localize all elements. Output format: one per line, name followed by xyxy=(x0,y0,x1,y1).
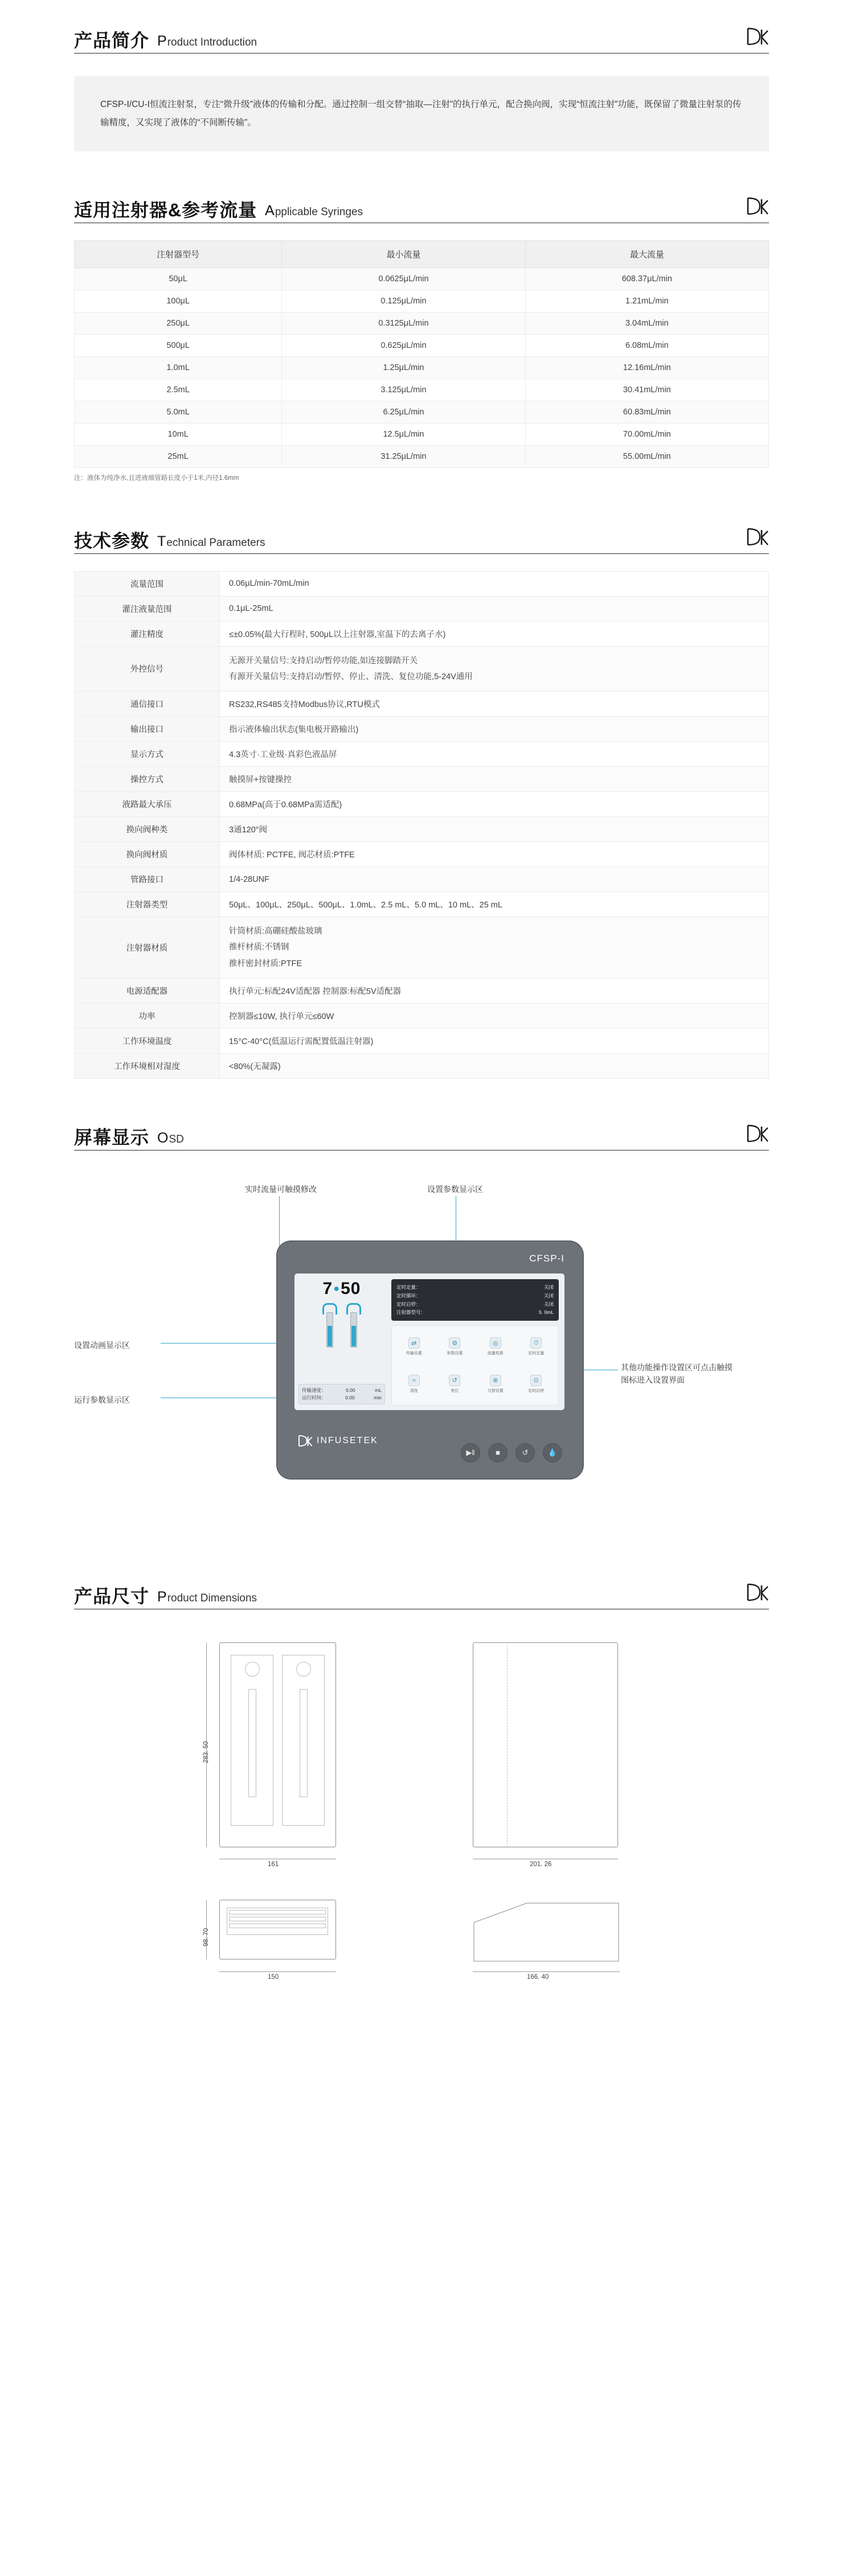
table-header-row xyxy=(75,240,769,268)
reset-button[interactable]: ↺ xyxy=(515,1443,535,1462)
dim-front-width: 161 xyxy=(268,1860,279,1868)
table-cell: 0.125μL/min xyxy=(282,290,525,312)
table-row xyxy=(75,842,769,867)
table-row xyxy=(75,978,769,1003)
parameter-value: RS232,RS485支持Modbus协议,RTU模式 xyxy=(220,692,769,717)
section-title-cn: 产品简介 xyxy=(74,30,150,51)
run-parameters-box xyxy=(298,1384,385,1404)
setting-row[interactable]: 定时循环： 关闭 xyxy=(396,1292,554,1299)
section-header-dims xyxy=(74,1582,769,1609)
table-row xyxy=(75,792,769,817)
icon-label: 交替设置 xyxy=(487,1388,504,1393)
icon-label: 传输设置 xyxy=(406,1351,422,1356)
parameter-name: 工作环境相对湿度 xyxy=(75,1053,220,1078)
table-row xyxy=(75,423,769,445)
parameter-name: 显示方式 xyxy=(75,742,220,767)
side-view-guide xyxy=(507,1642,508,1847)
side-profile-outline xyxy=(473,1900,621,1962)
table-row xyxy=(75,445,769,467)
table-row xyxy=(75,312,769,334)
table-cell: 50μL xyxy=(75,268,282,290)
intro-text: CFSP-I/CU-I恒流注射泵，专注“微升级”液体的传输和分配。通过控制一组交替“抽取—注射”的执行单元，配合换向阀，实现“恒流注射”功能，既保留了微量注射泵的传输精度，又实现了液体的“不间断传输”。 xyxy=(74,76,769,151)
timer-cycle-icon[interactable]: ⊙ xyxy=(530,1375,542,1386)
table-cell: 10mL xyxy=(75,423,282,445)
top-view-screen-line xyxy=(229,1917,326,1921)
callout-param-display: 设置参数显示区 xyxy=(427,1184,483,1194)
table-cell: 250μL xyxy=(75,312,282,334)
leader-line xyxy=(161,1343,294,1344)
table-cell: 500μL xyxy=(75,334,282,356)
timing-quantity-icon[interactable]: ⏱ xyxy=(530,1337,542,1349)
front-view-syringe-right xyxy=(300,1689,308,1797)
parameter-value: 针筒材质:高硼硅酸盐玻璃 推杆材质:不锈钢 推杆密封材质:PTFE xyxy=(220,917,769,979)
table-cell: 55.00mL/min xyxy=(525,445,768,467)
device-screen[interactable] xyxy=(294,1273,564,1410)
table-cell: 608.37μL/min xyxy=(525,268,768,290)
table-row xyxy=(75,334,769,356)
parameter-value: 0.06μL/min-70mL/min xyxy=(220,571,769,596)
table-column-header: 最大流量 xyxy=(525,240,768,268)
section-title-cn: 产品尺寸 xyxy=(74,1585,150,1607)
dim-bottom-height: 98. 70 xyxy=(203,1928,210,1946)
technical-parameters-table xyxy=(74,571,769,1079)
valve-settings-icon[interactable] xyxy=(476,1366,515,1402)
parameter-name: 管路接口 xyxy=(75,867,220,892)
parameter-value: 15°C-40°C(低温运行需配置低温注射器) xyxy=(220,1028,769,1053)
parameter-name: 注射器类型 xyxy=(75,892,220,917)
front-view-knob-right xyxy=(296,1662,311,1677)
parameter-name: 功率 xyxy=(75,1003,220,1028)
device-button-row[interactable] xyxy=(461,1443,562,1462)
parameter-value: ≤±0.05%(最大行程时, 500μL以上注射器,室温下的去离子水) xyxy=(220,621,769,646)
section-header-syringes xyxy=(74,196,769,223)
wash-icon[interactable]: ≈ xyxy=(408,1375,420,1386)
osd-diagram xyxy=(74,1173,769,1538)
section-title-en: A pplicable Syringes xyxy=(265,202,363,219)
table-row xyxy=(75,717,769,742)
parameter-value: 控制器≤10W, 执行单元≤60W xyxy=(220,1003,769,1028)
table-row xyxy=(75,892,769,917)
setting-row[interactable]: 注射器型号： 5. 0mL xyxy=(396,1309,554,1316)
parameter-value: 3通120°阀 xyxy=(220,817,769,842)
table-cell: 6.08mL/min xyxy=(525,334,768,356)
front-view-syringe-left xyxy=(248,1689,256,1797)
dim-side-width: 201. 26 xyxy=(530,1860,552,1868)
dimension-line-side-bottom-width xyxy=(473,1971,620,1972)
table-cell: 0.0625μL/min xyxy=(282,268,525,290)
syringe-flow-table xyxy=(74,240,769,468)
parameter-value: <80%(无凝露) xyxy=(220,1053,769,1078)
device-body xyxy=(276,1240,584,1480)
brand-logo-icon xyxy=(746,1582,769,1605)
wash-button[interactable]: 💧 xyxy=(543,1443,562,1462)
section-title-cn: 屏幕显示 xyxy=(74,1127,150,1148)
transfer-settings-icon[interactable] xyxy=(394,1329,434,1365)
callout-run-params: 运行参数显示区 xyxy=(74,1395,130,1404)
parameter-name: 换向阀种类 xyxy=(75,817,220,842)
parameter-value: 0.1μL-25mL xyxy=(220,596,769,621)
parameter-value: 50μL、100μL、250μL、500μL、1.0mL、2.5 mL、5.0 mL、10 mL、25 mL xyxy=(220,892,769,917)
table-cell: 100μL xyxy=(75,290,282,312)
parameter-name: 液路最大承压 xyxy=(75,792,220,817)
section-applicable-syringes xyxy=(74,196,769,482)
flow-calibration-icon[interactable] xyxy=(476,1329,515,1365)
callout-other-functions: 其他功能操作设置区可点击触摸图标进入设置界面 xyxy=(621,1362,732,1385)
brand-logo-icon xyxy=(298,1434,313,1448)
parameter-value: 4.3英寸·工业级·真彩色液晶屏 xyxy=(220,742,769,767)
setting-row[interactable]: 定时启停： 关闭 xyxy=(396,1301,554,1307)
table-cell: 60.83mL/min xyxy=(525,401,768,423)
function-icon-grid[interactable] xyxy=(391,1325,559,1406)
section-technical-parameters xyxy=(74,527,769,1079)
dim-front-height: 283. 50 xyxy=(203,1741,210,1763)
table-row xyxy=(75,356,769,379)
callout-realtime-flow: 实时流量可触摸修改 xyxy=(245,1184,317,1194)
section-header-osd xyxy=(74,1123,769,1151)
table-row xyxy=(75,596,769,621)
param-settings-icon[interactable]: ⚙ xyxy=(449,1337,460,1349)
top-view-screen-line xyxy=(229,1924,326,1928)
table-cell: 25mL xyxy=(75,445,282,467)
wash-icon[interactable] xyxy=(394,1366,434,1402)
valve-settings-icon[interactable]: ⊕ xyxy=(490,1375,501,1386)
dimension-line-bottom-width xyxy=(219,1971,336,1972)
table-cell: 3.125μL/min xyxy=(282,379,525,401)
table-row xyxy=(75,401,769,423)
transfer-settings-icon[interactable]: ⇄ xyxy=(408,1337,420,1349)
table-cell: 6.25μL/min xyxy=(282,401,525,423)
table-row xyxy=(75,646,769,692)
screen-left-panel xyxy=(294,1273,389,1410)
parameter-value: 无源开关量信号:支持启动/暂停功能,如连接脚踏开关 有源开关量信号:支持启动/暂停、停止、清洗、复位功能,5-24V通用 xyxy=(220,646,769,692)
flow-calibration-icon[interactable]: ◎ xyxy=(490,1337,501,1349)
table-cell: 12.5μL/min xyxy=(282,423,525,445)
table-cell: 31.25μL/min xyxy=(282,445,525,467)
table-row xyxy=(75,1003,769,1028)
table-column-header: 注射器型号 xyxy=(75,240,282,268)
parameter-value: 0.68MPa(高于0.68MPa需适配) xyxy=(220,792,769,817)
callout-animation-area: 设置动画显示区 xyxy=(74,1340,130,1350)
settings-parameter-card xyxy=(391,1279,559,1321)
table-row xyxy=(75,742,769,767)
table-row xyxy=(75,692,769,717)
timing-quantity-icon[interactable] xyxy=(517,1329,556,1365)
table-row xyxy=(75,379,769,401)
dimension-drawings-top xyxy=(74,1632,769,1871)
brand-name: INFUSETEK xyxy=(317,1435,378,1445)
table-cell: 2.5mL xyxy=(75,379,282,401)
section-product-introduction xyxy=(74,26,769,151)
parameter-name: 流量范围 xyxy=(75,571,220,596)
table-cell: 0.625μL/min xyxy=(282,334,525,356)
realtime-flow-value[interactable]: 7 ● 50 xyxy=(322,1279,361,1298)
section-osd xyxy=(74,1123,769,1538)
icon-label: 流量校准 xyxy=(487,1351,504,1356)
syringe-animation xyxy=(322,1303,361,1351)
syringe-table-note: 注：液体为纯净水,且进液端管路长度小于1米,内径1.6mm xyxy=(74,474,239,482)
run-parameter-row: 运行时间： 0.00 min xyxy=(302,1394,382,1400)
table-row xyxy=(75,767,769,792)
syringe-graphic xyxy=(322,1303,337,1351)
dim-side-bottom-width: 166. 40 xyxy=(527,1973,549,1981)
brand-logo-icon xyxy=(746,26,769,50)
parameter-name: 换向阀材质 xyxy=(75,842,220,867)
icon-label: 定时启停 xyxy=(528,1388,545,1393)
parameter-name: 通信接口 xyxy=(75,692,220,717)
parameter-name: 灌注液量范围 xyxy=(75,596,220,621)
table-row xyxy=(75,571,769,596)
table-row xyxy=(75,867,769,892)
run-parameter-row: 传输速度： 0.00 mL xyxy=(302,1387,382,1393)
device-model-label: CFSP-I xyxy=(529,1252,564,1264)
table-cell: 1.0mL xyxy=(75,356,282,379)
table-cell: 3.04mL/min xyxy=(525,312,768,334)
parameter-name: 操控方式 xyxy=(75,767,220,792)
icon-label: 清洗 xyxy=(410,1388,418,1393)
section-header-params xyxy=(74,527,769,554)
top-view-screen-line xyxy=(229,1910,326,1914)
section-title-en: P roduct Introduction xyxy=(157,33,257,49)
front-view-knob-left xyxy=(245,1662,260,1677)
icon-label: 复位 xyxy=(451,1388,459,1393)
parameter-value: 执行单元:标配24V适配器 控制器:标配5V适配器 xyxy=(220,978,769,1003)
document-root xyxy=(0,26,843,2048)
table-row xyxy=(75,817,769,842)
reset-icon[interactable] xyxy=(435,1366,475,1402)
parameter-name: 注射器材质 xyxy=(75,917,220,979)
table-row xyxy=(75,1028,769,1053)
parameter-value: 阀体材质: PCTFE, 阀芯材质:PTFE xyxy=(220,842,769,867)
table-cell: 12.16mL/min xyxy=(525,356,768,379)
table-cell: 0.3125μL/min xyxy=(282,312,525,334)
param-settings-icon[interactable] xyxy=(435,1329,475,1365)
table-row xyxy=(75,621,769,646)
parameter-value: 触摸屏+按键操控 xyxy=(220,767,769,792)
reset-icon[interactable]: ↺ xyxy=(449,1375,460,1386)
parameter-name: 工作环境温度 xyxy=(75,1028,220,1053)
brand-logo-icon xyxy=(746,196,769,219)
section-title-en: P roduct Dimensions xyxy=(157,1588,257,1605)
side-view-outline xyxy=(473,1642,618,1847)
table-cell: 1.21mL/min xyxy=(525,290,768,312)
parameter-name: 外控信号 xyxy=(75,646,220,692)
table-row xyxy=(75,268,769,290)
section-title-en: T echnical Parameters xyxy=(157,533,265,549)
brand-logo-icon xyxy=(746,527,769,550)
timer-cycle-icon[interactable] xyxy=(517,1366,556,1402)
parameter-value: 1/4-28UNF xyxy=(220,867,769,892)
section-product-dimensions xyxy=(74,1582,769,2008)
table-row xyxy=(75,1053,769,1078)
screen-right-panel xyxy=(389,1273,564,1410)
table-cell: 70.00mL/min xyxy=(525,423,768,445)
section-title-cn: 技术参数 xyxy=(74,530,150,551)
parameter-name: 灌注精度 xyxy=(75,621,220,646)
icon-label: 参数设置 xyxy=(447,1351,463,1356)
table-row xyxy=(75,917,769,979)
table-cell: 1.25μL/min xyxy=(282,356,525,379)
dim-bottom-width: 150 xyxy=(268,1973,279,1981)
table-cell: 5.0mL xyxy=(75,401,282,423)
section-title-en: O SD xyxy=(157,1129,184,1146)
syringe-graphic xyxy=(346,1303,361,1351)
section-header-intro xyxy=(74,26,769,54)
section-title-cn: 适用注射器&参考流量 xyxy=(74,199,257,220)
parameter-value: 指示液体输出状态(集电极开路输出) xyxy=(220,717,769,742)
icon-label: 定时定量 xyxy=(528,1351,545,1356)
brand-lockup xyxy=(298,1434,378,1448)
parameter-name: 输出接口 xyxy=(75,717,220,742)
table-row xyxy=(75,290,769,312)
stop-button[interactable]: ■ xyxy=(488,1443,508,1462)
brand-logo-icon xyxy=(746,1123,769,1147)
table-column-header: 最小流量 xyxy=(282,240,525,268)
parameter-name: 电源适配器 xyxy=(75,978,220,1003)
setting-row[interactable]: 定时定量： 关闭 xyxy=(396,1284,554,1290)
start-pause-button[interactable]: ▶‖ xyxy=(461,1443,480,1462)
table-cell: 30.41mL/min xyxy=(525,379,768,401)
dimension-drawings-bottom xyxy=(74,1888,769,2008)
